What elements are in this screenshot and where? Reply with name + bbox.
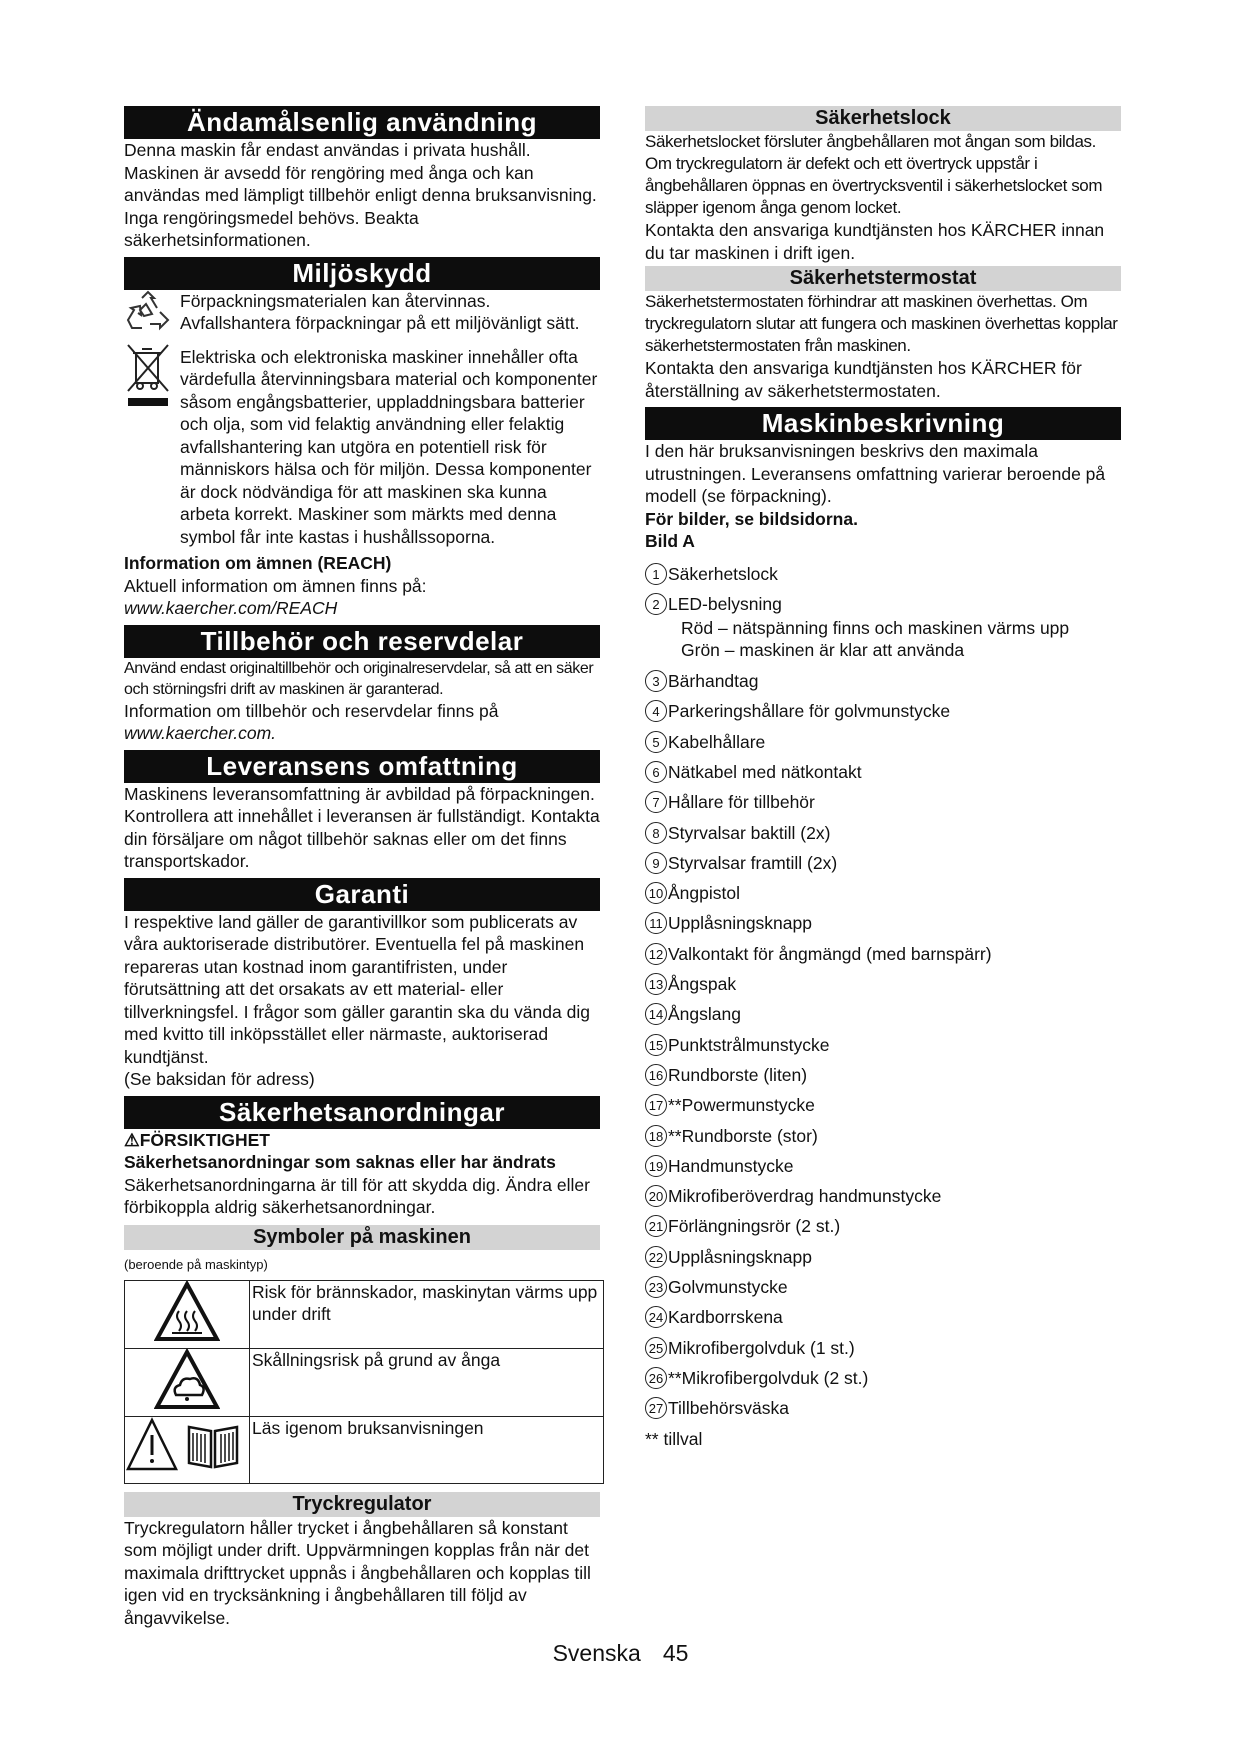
section-title-intended-use: Ändamålsenlig användning bbox=[124, 106, 600, 139]
item-label: Hållare för tillbehör bbox=[668, 792, 815, 813]
section-title-environment: Miljöskydd bbox=[124, 257, 600, 290]
item-label: Golvmunstycke bbox=[668, 1277, 788, 1298]
warranty-address-note: (Se baksidan för adress) bbox=[124, 1069, 315, 1089]
item-number-badge: 6 bbox=[645, 761, 667, 783]
item-label: Punktstrålmunstycke bbox=[668, 1034, 830, 1055]
crossed-bin-icon bbox=[124, 341, 172, 409]
list-item bbox=[645, 761, 1121, 783]
intended-use-text: Denna maskin får endast användas i privata hushåll. Maskinen är avsedd för rengöring med ånga och kan användas med lämpligt tillbehör enligt denna bruksanvisning. Inga rengöringsmedel behövs. Beakta säkerhetsinformationen. bbox=[124, 140, 597, 250]
section-title-thermostat: Säkerhetstermostat bbox=[645, 266, 1121, 291]
list-item bbox=[645, 1034, 1121, 1056]
item-label: Kardborrskena bbox=[668, 1307, 783, 1328]
accessories-link[interactable]: www.kaercher.com. bbox=[124, 723, 277, 743]
thermostat-contact: Kontakta den ansvariga kundtjänsten hos KÄRCHER för återställning av säkerhetstermostaten. bbox=[645, 358, 1082, 401]
item-label: Mikrofibergolvduk (1 st.) bbox=[668, 1337, 855, 1358]
reach-paragraph bbox=[124, 575, 600, 620]
symbols-table bbox=[124, 1280, 604, 1484]
item-label: Mikrofiberöverdrag handmunstycke bbox=[668, 1186, 942, 1207]
page-number: 45 bbox=[662, 1640, 689, 1666]
item-number-badge: 5 bbox=[645, 731, 667, 753]
led-status-description: Grön – maskinen är klar att använda bbox=[681, 640, 965, 661]
section-title-safety-lock: Säkerhetslock bbox=[645, 106, 1121, 131]
warning-triangle-icon bbox=[125, 1417, 179, 1473]
item-label: Styrvalsar framtill (2x) bbox=[668, 852, 838, 873]
item-label: Parkeringshållare för golvmunstycke bbox=[668, 701, 951, 722]
item-label: Förlängningsrör (2 st.) bbox=[668, 1216, 841, 1237]
item-number-badge: 24 bbox=[645, 1306, 667, 1328]
item-label: Nätkabel med nätkontakt bbox=[668, 761, 862, 782]
list-item bbox=[645, 1094, 1121, 1116]
item-label: Upplåsningsknapp bbox=[668, 1246, 812, 1267]
item-label: Säkerhetslock bbox=[668, 563, 778, 584]
item-number-badge: 19 bbox=[645, 1155, 667, 1177]
list-item bbox=[645, 1155, 1121, 1177]
steam-warning-icon bbox=[154, 1349, 220, 1411]
item-label: Bärhandtag bbox=[668, 671, 759, 692]
caution-text: Säkerhetsanordningarna är till för att skydda dig. Ändra eller förbikoppla aldrig säkerhetsanordningar. bbox=[124, 1174, 590, 1217]
table-row bbox=[125, 1280, 604, 1348]
machine-description-text: I den här bruksanvisningen beskrivs den maximala utrustningen. Leveransens omfattning varierar beroende på modell (se förpackning). bbox=[645, 441, 1106, 506]
parts-list bbox=[645, 563, 1121, 1420]
reach-link[interactable]: www.kaercher.com/REACH bbox=[124, 598, 338, 618]
list-item bbox=[645, 1276, 1121, 1298]
symbol-description: Risk för brännskador, maskinytan värms upp under drift bbox=[250, 1280, 604, 1348]
item-label: Ångpistol bbox=[668, 883, 740, 904]
item-number-badge: 4 bbox=[645, 700, 667, 722]
item-label: Tillbehörsväska bbox=[668, 1398, 789, 1419]
list-item bbox=[645, 1306, 1121, 1328]
reach-title: Information om ämnen (REACH) bbox=[124, 553, 392, 573]
item-number-badge: 20 bbox=[645, 1185, 667, 1207]
list-item bbox=[645, 973, 1121, 995]
item-number-badge: 21 bbox=[645, 1215, 667, 1237]
list-item bbox=[645, 700, 1121, 722]
page-footer bbox=[0, 1640, 1241, 1667]
item-label: Kabelhållare bbox=[668, 731, 766, 752]
safety-lock-contact: Kontakta den ansvariga kundtjänsten hos KÄRCHER innan du tar maskinen i drift igen. bbox=[645, 220, 1105, 263]
list-item bbox=[645, 1397, 1121, 1419]
manual-book-icon bbox=[183, 1417, 243, 1473]
item-label: Handmunstycke bbox=[668, 1155, 794, 1176]
item-number-badge: 16 bbox=[645, 1064, 667, 1086]
list-item bbox=[645, 670, 1121, 692]
section-title-symbols: Symboler på maskinen bbox=[124, 1225, 600, 1250]
item-number-badge: 9 bbox=[645, 852, 667, 874]
item-number-badge: 2 bbox=[645, 593, 667, 615]
list-item bbox=[645, 791, 1121, 813]
item-number-badge: 14 bbox=[645, 1003, 667, 1025]
item-number-badge: 7 bbox=[645, 791, 667, 813]
item-number-badge: 12 bbox=[645, 943, 667, 965]
list-item bbox=[645, 1246, 1121, 1268]
symbol-description: Skållningsrisk på grund av ånga bbox=[250, 1348, 604, 1416]
symbol-cell bbox=[125, 1280, 250, 1348]
list-item bbox=[645, 1185, 1121, 1207]
symbols-note: (beroende på maskintyp) bbox=[124, 1256, 268, 1272]
symbol-cell bbox=[125, 1348, 250, 1416]
item-number-badge: 15 bbox=[645, 1034, 667, 1056]
item-label: Upplåsningsknapp bbox=[668, 913, 812, 934]
item-label: Rundborste (liten) bbox=[668, 1064, 808, 1085]
accessories-paragraph bbox=[124, 700, 600, 745]
list-item bbox=[645, 1215, 1121, 1237]
item-number-badge: 10 bbox=[645, 882, 667, 904]
item-label: **Mikrofibergolvduk (2 st.) bbox=[668, 1367, 869, 1388]
section-title-pressure-regulator: Tryckregulator bbox=[124, 1492, 600, 1517]
section-title-warranty: Garanti bbox=[124, 878, 600, 911]
reach-text: Aktuell information om ämnen finns på: bbox=[124, 575, 427, 596]
list-item bbox=[645, 912, 1121, 934]
symbol-description: Läs igenom bruksanvisningen bbox=[250, 1416, 604, 1483]
weee-text: Elektriska och elektroniska maskiner innehåller ofta värdefulla återvinningsbara material och komponenter såsom engångsbatterier, uppladdningsbara batterier och olja, som vid felaktig användning eller felaktig avfallshantering kan utgöra en potentiell risk för människors hälsa och för miljön. Dessa komponenter är dock nödvändiga för att maskinen ska kunna arbeta korrekt. Maskiner som märkts med denna symbol får inte kastas i hushållssoporna. bbox=[180, 346, 598, 547]
thermostat-text: Säkerhetstermostaten förhindrar att maskinen överhettas. Om tryckregulatorn slutar att fungera och maskinen överhettas kopplar säkerhetstermostaten från maskinen. bbox=[645, 292, 1118, 355]
list-item bbox=[645, 1003, 1121, 1025]
accessories-text: Använd endast originaltillbehör och originalreservdelar, så att en säker och störningsfri drift av maskinen är garanterad. bbox=[124, 659, 594, 698]
table-row bbox=[125, 1416, 604, 1483]
safety-lock-text: Säkerhetslocket försluter ångbehållaren mot ångan som bildas. Om tryckregulatorn är defekt och ett övertryck uppstår i ångbehållaren öppnas en övertrycksventil i säkerhetslocket som släpper igenom ånga genom locket. bbox=[645, 132, 1103, 217]
item-label: **Powermunstycke bbox=[668, 1095, 815, 1116]
symbol-cell bbox=[125, 1416, 250, 1483]
list-item bbox=[645, 1125, 1121, 1147]
caution-heading: Säkerhetsanordningar som saknas eller har ändrats bbox=[124, 1152, 556, 1172]
item-number-badge: 17 bbox=[645, 1094, 667, 1116]
list-item bbox=[645, 731, 1121, 753]
item-number-badge: 27 bbox=[645, 1397, 667, 1419]
list-item bbox=[645, 563, 1121, 585]
hot-surface-warning-icon bbox=[154, 1281, 220, 1343]
right-column bbox=[645, 106, 1121, 1450]
section-title-delivery: Leveransens omfattning bbox=[124, 750, 600, 783]
recycle-icon bbox=[124, 290, 172, 336]
item-number-badge: 3 bbox=[645, 670, 667, 692]
led-status-description: Röd – nätspänning finns och maskinen värms upp bbox=[681, 617, 1070, 638]
item-label: Ångslang bbox=[668, 1004, 741, 1025]
item-number-badge: 11 bbox=[645, 912, 667, 934]
section-title-accessories: Tillbehör och reservdelar bbox=[124, 625, 600, 658]
list-item bbox=[645, 852, 1121, 874]
item-number-badge: 22 bbox=[645, 1246, 667, 1268]
item-number-badge: 25 bbox=[645, 1337, 667, 1359]
list-item bbox=[645, 1064, 1121, 1086]
section-title-safety-devices: Säkerhetsanordningar bbox=[124, 1096, 600, 1129]
list-item bbox=[645, 593, 1121, 615]
list-item bbox=[645, 882, 1121, 904]
item-number-badge: 23 bbox=[645, 1276, 667, 1298]
item-number-badge: 18 bbox=[645, 1125, 667, 1147]
item-label: **Rundborste (stor) bbox=[668, 1125, 818, 1146]
list-item bbox=[645, 822, 1121, 844]
environment-icons bbox=[124, 290, 174, 414]
delivery-text: Maskinens leveransomfattning är avbildad på förpackningen. Kontrollera att innehållet i leveransen är fullständigt. Kontakta din försäljare om något tillbehör saknas eller om det finns transportskador. bbox=[124, 783, 600, 871]
figure-a-label: Bild A bbox=[645, 531, 695, 551]
list-item bbox=[645, 943, 1121, 965]
recycle-text: Förpackningsmaterialen kan återvinnas. Avfallshantera förpackningar på ett miljövänligt sätt. bbox=[180, 290, 580, 333]
left-column bbox=[124, 106, 600, 1629]
item-label: Valkontakt för ångmängd (med barnspärr) bbox=[668, 943, 992, 964]
figures-note: För bilder, se bildsidorna. bbox=[645, 508, 858, 529]
item-label: Ångspak bbox=[668, 974, 737, 995]
table-row bbox=[125, 1348, 604, 1416]
pressure-regulator-text: Tryckregulatorn håller trycket i ångbehållaren så konstant som möjligt under drift. Uppvärmningen kopplas från när det maximala drifttrycket uppnås i ångbehållaren och kopplas till igen vid en trycksänkning i ångbehållaren till följd av ångavvikelse. bbox=[124, 1517, 591, 1628]
item-label: Styrvalsar baktill (2x) bbox=[668, 822, 831, 843]
footer-language: Svenska bbox=[552, 1640, 641, 1666]
accessories-info: Information om tillbehör och reservdelar finns på bbox=[124, 700, 499, 721]
warranty-text: I respektive land gäller de garantivillkor som publicerats av våra auktoriserade distributörer. Eventuella fel på maskinen repareras utan kostnad inom garantifristen, under förutsättning att det orsakats av ett material- eller tillverkningsfel. I frågor som gäller garantin ska du vända dig med kvitto till inköpsstället eller närmaste, auktoriserad kundtjänst. bbox=[124, 911, 590, 1067]
list-item bbox=[645, 1337, 1121, 1359]
item-number-badge: 26 bbox=[645, 1367, 667, 1389]
item-label: LED-belysning bbox=[668, 593, 782, 614]
section-title-machine-description: Maskinbeskrivning bbox=[645, 407, 1121, 440]
optional-note: ** tillval bbox=[645, 1428, 703, 1449]
caution-label: ⚠FÖRSIKTIGHET bbox=[124, 1129, 270, 1150]
item-number-badge: 13 bbox=[645, 973, 667, 995]
list-item bbox=[645, 1367, 1121, 1389]
item-number-badge: 1 bbox=[645, 563, 667, 585]
item-number-badge: 8 bbox=[645, 822, 667, 844]
